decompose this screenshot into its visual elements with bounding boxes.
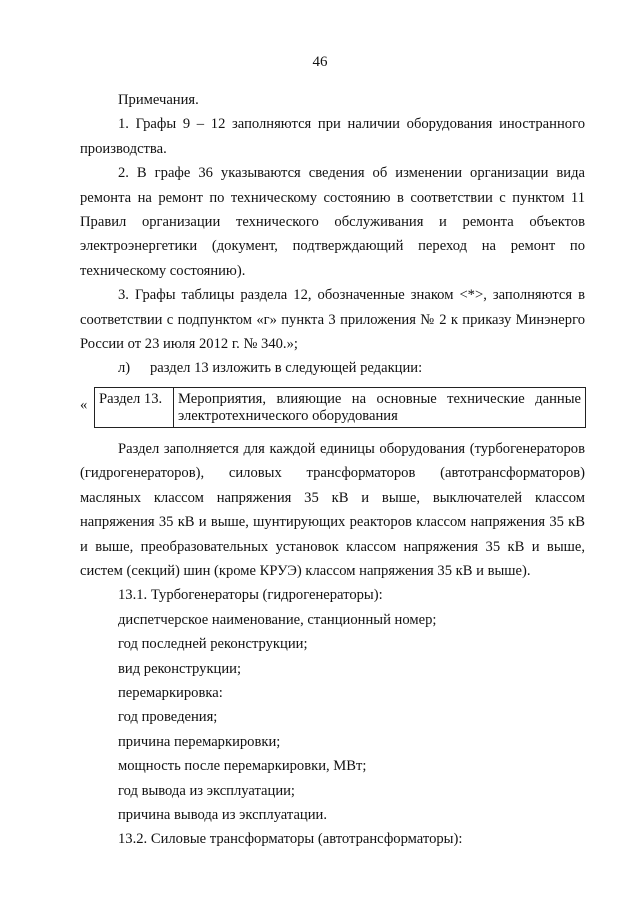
section-table [94, 387, 586, 428]
list-item: диспетчерское наименование, станционный номер; [118, 611, 437, 628]
opening-quote: « [80, 396, 88, 413]
item-l [80, 356, 585, 380]
list-item: год последней реконструкции; [118, 636, 308, 653]
subsection-13-2-title: 13.2. Силовые трансформаторы (автотрансформаторы): [118, 831, 463, 848]
list-item: причина перемаркировки; [118, 733, 281, 750]
page-number: 46 [312, 54, 328, 70]
section-title-cell: Мероприятия, влияющие на основные технические данные электротехнического оборудования [174, 387, 586, 427]
note-3: 3. Графы таблицы раздела 12, обозначенные знаком <*>, заполняются в соответствии с подпунктом «г» пункта 3 приложения № 2 к приказу Минэнерго России от 23 июля 2012 г. № 340.»; [80, 287, 585, 353]
section-13-header-table [80, 387, 585, 425]
list-item: перемаркировка: [118, 684, 223, 701]
table-row [95, 387, 586, 427]
item-l-text: раздел 13 изложить в следующей редакции: [150, 360, 423, 377]
subsection-13-1-title: 13.1. Турбогенераторы (гидрогенераторы): [118, 587, 383, 604]
item-l-marker: л) [118, 360, 131, 377]
document-body [80, 88, 585, 852]
list-item: вид реконструкции; [118, 660, 242, 677]
notes-heading: Примечания. [118, 92, 199, 108]
section-intro: Раздел заполняется для каждой единицы оборудования (турбогенераторов (гидрогенераторов), силовых трансформаторов (автотрансформаторов) масляных классом напряжения 35 кВ и выше, выключателей классом напряжения 35 кВ и выше, шунтирующих реакторов классом напряжения 35 кВ и выше, преобразовательных установок классом напряжения 35 кВ и выше, систем (секций) шин (кроме КРУЭ) классом напряжения 35 кВ и выше). [80, 440, 585, 579]
list-item: год проведения; [118, 709, 218, 726]
list-item: причина вывода из эксплуатации. [118, 806, 328, 823]
section-label-cell: Раздел 13. [95, 387, 174, 427]
note-2: 2. В графе 36 указываются сведения об изменении организации вида ремонта на ремонт по техническому состоянию в соответствии с пунктом 11 Правил организации технического обслуживания и ремонта объектов электроэнергетики (документ, подтверждающий переход на ремонт по техническому состоянию). [80, 165, 585, 279]
list-item: мощность после перемаркировки, МВт; [118, 758, 367, 775]
note-1: 1. Графы 9 – 12 заполняются при наличии оборудования иностранного производства. [80, 116, 585, 157]
list-item: год вывода из эксплуатации; [118, 782, 295, 799]
